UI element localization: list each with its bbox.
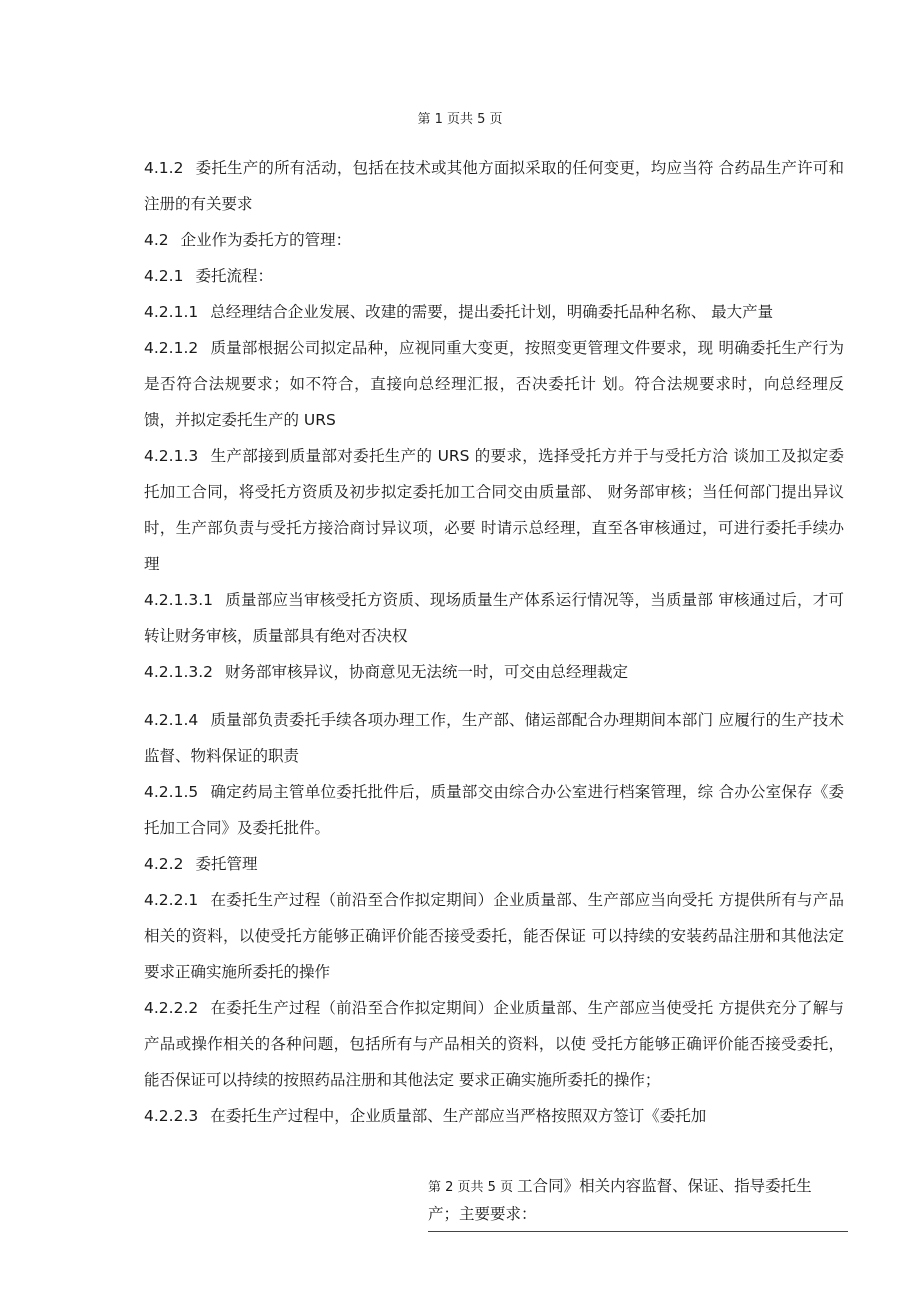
section-number: 4.2 bbox=[144, 231, 169, 249]
footer-line-2: 产；主要要求： bbox=[428, 1205, 537, 1223]
page-footer bbox=[428, 1173, 848, 1232]
page-header: 第 1 页共 5 页 bbox=[417, 112, 503, 127]
paragraph-text: 委托流程： bbox=[195, 267, 273, 285]
paragraph bbox=[144, 150, 844, 222]
paragraph-text: 在委托生产过程（前沿至合作拟定期间）企业质量部、生产部应当使受托 方提供充分了解与产品或操作相关的各种问题，包括所有与产品相关的资料，以使 受托方能够正确评价能否接受委托，能否保证可以持续的按照药品注册和其他法定 要求正确实施所委托的操作； bbox=[144, 999, 844, 1089]
paragraph bbox=[144, 438, 844, 582]
section-number: 4.2.1.3.2 bbox=[144, 663, 214, 681]
section-number: 4.2.1.5 bbox=[144, 783, 199, 801]
paragraph bbox=[144, 882, 844, 990]
paragraph bbox=[144, 846, 844, 882]
paragraph bbox=[144, 702, 844, 774]
paragraph-text: 委托生产的所有活动，包括在技术或其他方面拟采取的任何变更，均应当符 合药品生产许可和注册的有关要求 bbox=[144, 159, 844, 213]
paragraph-text: 质量部应当审核受托方资质、现场质量生产体系运行情况等，当质量部 审核通过后，才可转让财务审核，质量部具有绝对否决权 bbox=[144, 591, 844, 645]
section-number: 4.2.1.4 bbox=[144, 711, 199, 729]
paragraph-text: 质量部负责委托手续各项办理工作，生产部、储运部配合办理期间本部门 应履行的生产技术监督、物料保证的职责 bbox=[144, 711, 844, 765]
section-number: 4.2.2 bbox=[144, 855, 184, 873]
section-number: 4.2.1.3 bbox=[144, 447, 199, 465]
section-number: 4.2.2.1 bbox=[144, 891, 199, 909]
footer-page-label: 第 2 页共 5 页 bbox=[428, 1180, 514, 1195]
section-number: 4.1.2 bbox=[144, 159, 184, 177]
section-number: 4.2.1.1 bbox=[144, 303, 199, 321]
paragraph bbox=[144, 258, 844, 294]
paragraph-text: 质量部根据公司拟定品种，应视同重大变更，按照变更管理文件要求，现 明确委托生产行为是否符合法规要求；如不符合，直接向总经理汇报，否决委托计 划。符合法规要求时，向总经理反馈，并拟定委托生产的 URS bbox=[144, 339, 844, 429]
section-number: 4.2.1.2 bbox=[144, 339, 199, 357]
section-number: 4.2.2.2 bbox=[144, 999, 199, 1017]
section-number: 4.2.1 bbox=[144, 267, 184, 285]
paragraph bbox=[144, 654, 844, 690]
paragraph-text: 确定药局主管单位委托批件后，质量部交由综合办公室进行档案管理，综 合办公室保存《委托加工合同》及委托批件。 bbox=[144, 783, 844, 837]
paragraph bbox=[144, 330, 844, 438]
section-number: 4.2.2.3 bbox=[144, 1107, 199, 1125]
paragraph-text: 在委托生产过程中，企业质量部、生产部应当严格按照双方签订《委托加 bbox=[210, 1107, 707, 1125]
paragraph bbox=[144, 774, 844, 846]
paragraph-text: 委托管理 bbox=[195, 855, 258, 873]
paragraph-text: 企业作为委托方的管理： bbox=[180, 231, 352, 249]
paragraph-text: 总经理结合企业发展、改建的需要，提出委托计划，明确委托品种名称、 最大产量 bbox=[210, 303, 774, 321]
footer-line-1: 工合同》相关内容监督、保证、指导委托生 bbox=[517, 1177, 812, 1195]
paragraph bbox=[144, 1098, 844, 1134]
paragraph-text: 生产部接到质量部对委托生产的 URS 的要求，选择受托方并于与受托方洽 谈加工及拟定委托加工合同，将受托方资质及初步拟定委托加工合同交由质量部、 财务部审核；当任何部门提出异议时，生产部负责与受托方接洽商讨异议项，必要 时请示总经理，直至各审核通过，可进行委托手续办理 bbox=[144, 447, 844, 573]
paragraph bbox=[144, 990, 844, 1098]
section-number: 4.2.1.3.1 bbox=[144, 591, 214, 609]
paragraph bbox=[144, 222, 844, 258]
paragraph-text: 财务部审核异议，协商意见无法统一时，可交由总经理裁定 bbox=[225, 663, 629, 681]
paragraph bbox=[144, 582, 844, 654]
document-body bbox=[144, 150, 844, 1134]
paragraph-text: 在委托生产过程（前沿至合作拟定期间）企业质量部、生产部应当向受托 方提供所有与产品相关的资料，以使受托方能够正确评价能否接受委托，能否保证 可以持续的安装药品注册和其他法定要求正确实施所委托的操作 bbox=[144, 891, 844, 981]
paragraph bbox=[144, 294, 844, 330]
